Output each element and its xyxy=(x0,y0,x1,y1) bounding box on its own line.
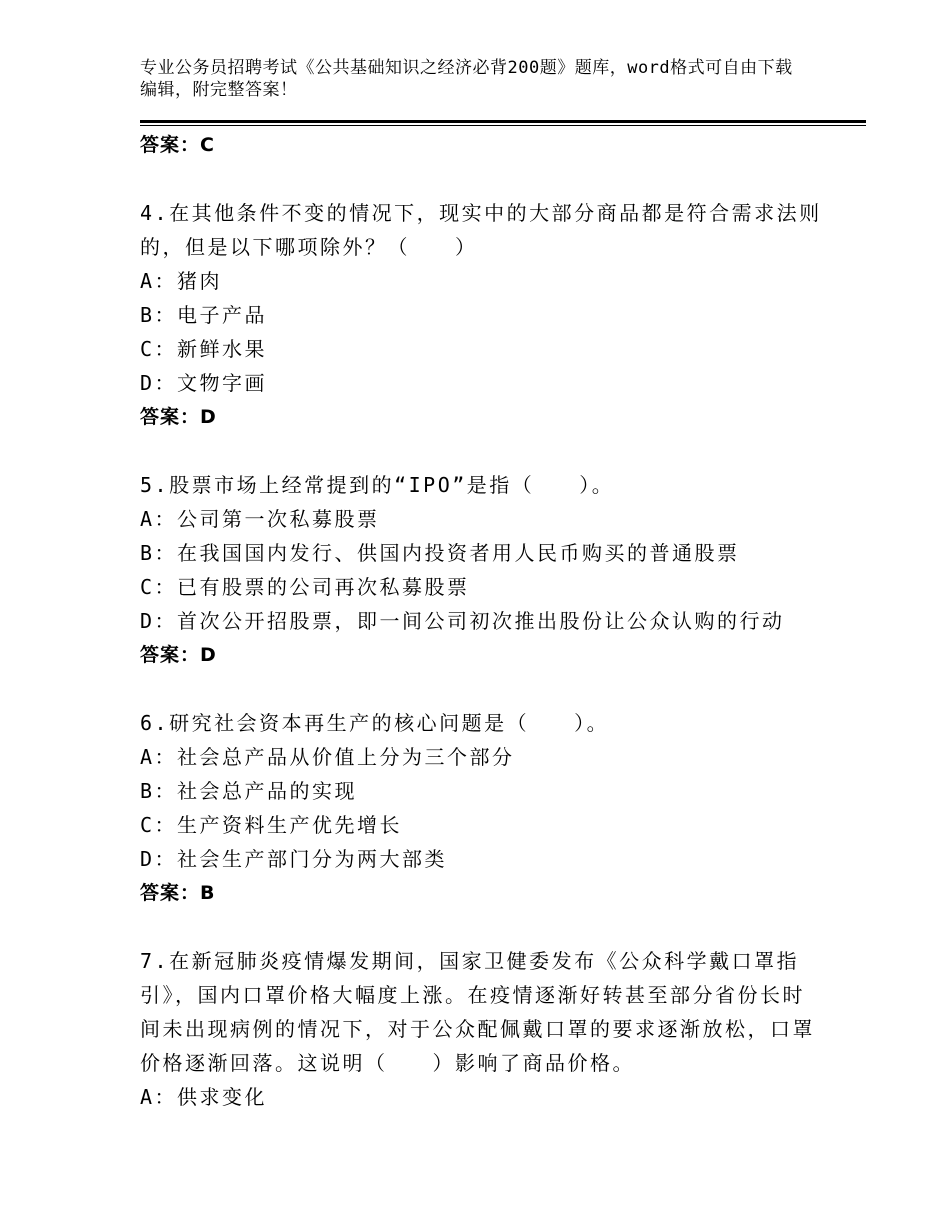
question-stem: 6.研究社会资本再生产的核心问题是（ ）。 xyxy=(140,711,610,735)
option-a: A：社会总产品从价值上分为三个部分 xyxy=(140,745,515,769)
spacer xyxy=(140,672,840,706)
question-block xyxy=(140,196,840,434)
header-rule-thick xyxy=(140,120,866,123)
option-a: A：猪肉 xyxy=(140,269,223,293)
option-a: A：公司第一次私募股票 xyxy=(140,507,380,531)
option-b: B：社会总产品的实现 xyxy=(140,779,358,803)
answer-label: 答案：B xyxy=(140,882,216,904)
question-stem: 5.股票市场上经常提到的“IPO”是指（ ）。 xyxy=(140,473,615,497)
answer-label: 答案：D xyxy=(140,644,217,666)
option-b: B：在我国国内发行、供国内投资者用人民币购买的普通股票 xyxy=(140,541,740,565)
spacer xyxy=(140,910,840,944)
option-a: A：供求变化 xyxy=(140,1085,268,1109)
answer-label: 答案：D xyxy=(140,406,217,428)
question-stem: 间未出现病例的情况下，对于公众配佩戴口罩的要求逐渐放松，口罩 xyxy=(140,1017,815,1041)
option-c: C：已有股票的公司再次私募股票 xyxy=(140,575,470,599)
question-stem: 7.在新冠肺炎疫情爆发期间，国家卫健委发布《公众科学戴口罩指 xyxy=(140,949,800,973)
spacer xyxy=(140,434,840,468)
option-b: B：电子产品 xyxy=(140,303,268,327)
question-block xyxy=(140,468,840,672)
question-block xyxy=(140,944,840,1114)
answer-label: 答案：C xyxy=(140,134,215,156)
question-stem: 引》，国内口罩价格大幅度上涨。在疫情逐渐好转甚至部分省份长时 xyxy=(140,983,805,1007)
document-content xyxy=(140,128,840,1114)
option-c: C：生产资料生产优先增长 xyxy=(140,813,403,837)
document-header: 专业公务员招聘考试《公共基础知识之经济必背200题》题库，word格式可自由下载编辑，附完整答案！ xyxy=(140,58,793,100)
spacer xyxy=(140,162,840,196)
question-stem: 价格逐渐回落。这说明（ ）影响了商品价格。 xyxy=(140,1051,635,1075)
question-stem: 4.在其他条件不变的情况下，现实中的大部分商品都是符合需求法则 xyxy=(140,201,822,225)
question-block xyxy=(140,706,840,910)
option-d: D：社会生产部门分为两大部类 xyxy=(140,847,448,871)
header-rule-thin xyxy=(140,125,866,126)
option-d: D：文物字画 xyxy=(140,371,268,395)
option-c: C：新鲜水果 xyxy=(140,337,268,361)
option-d: D：首次公开招股票，即一间公司初次推出股份让公众认购的行动 xyxy=(140,609,785,633)
question-stem: 的，但是以下哪项除外？（ ） xyxy=(140,235,478,259)
